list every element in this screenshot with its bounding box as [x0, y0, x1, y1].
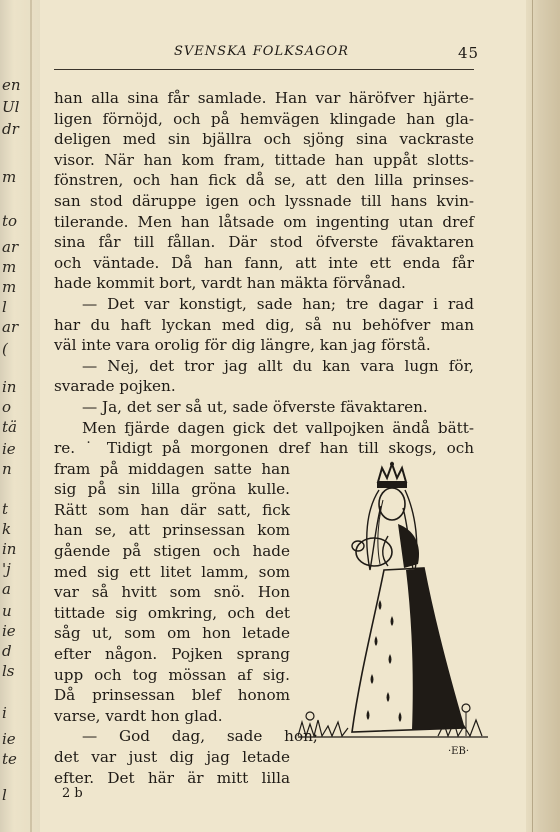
artist-monogram: ·EB·	[448, 746, 470, 757]
text-line: väl inte vara orolig för dig längre, kan jag förstå.	[54, 336, 431, 355]
text-line: sig på sin lilla gröna kulle.	[54, 480, 290, 499]
bleed-fragment: m	[2, 168, 17, 186]
bleed-fragment: ie	[2, 730, 16, 748]
bleed-fragment: Ul	[2, 98, 20, 116]
text-line: re. ˙ Tidigt på morgonen dref han till skogs, och	[54, 439, 474, 458]
text-line: tittade sig omkring, och det	[54, 603, 290, 622]
book-gutter	[30, 0, 32, 832]
text-line: med sig ett litet lamm, som	[54, 562, 290, 581]
running-title: SVENSKA FOLKSAGOR	[174, 44, 349, 59]
text-line: san stod däruppe igen och lyssnade till hans kvin-	[54, 191, 474, 210]
text-line: tilerande. Men han låtsade om ingenting utan dref	[54, 212, 474, 231]
bleed-fragment: d	[2, 642, 12, 660]
text-line: — Nej, det tror jag allt du kan vara lugn för,	[82, 356, 474, 375]
text-line: har du haft lyckan med dig, så nu behöfver man	[54, 315, 474, 334]
bleed-fragment: tä	[2, 418, 17, 436]
text-line: visor. När han kom fram, tittade han uppåt slotts-	[54, 150, 474, 169]
bleed-fragment: dr	[2, 120, 19, 138]
text-line: — Ja, det ser så ut, sade öfverste fävaktaren.	[82, 397, 428, 416]
header-rule	[54, 69, 474, 70]
bleed-fragment: t	[2, 500, 9, 518]
bleed-fragment: ie	[2, 622, 16, 640]
text-line: svarade pojken.	[54, 377, 176, 396]
bleed-fragment: te	[2, 750, 17, 768]
text-line: sina får till fållan. Där stod öfverste fävaktaren	[54, 233, 474, 252]
text-line: var så hvitt som snö. Hon	[54, 583, 290, 602]
text-line: Men fjärde dagen gick det vallpojken ändå bätt-	[82, 418, 474, 437]
text-line: efter någon. Pojken sprang	[54, 645, 290, 664]
page-number: 45	[458, 44, 480, 62]
bleed-fragment: m	[2, 278, 17, 296]
text-line: upp och tog mössan af sig.	[54, 665, 290, 684]
bleed-fragment: in	[2, 378, 17, 396]
text-line: hade kommit bort, vardt han mäkta förvånad.	[54, 274, 406, 293]
text-line: Då prinsessan blef honom	[54, 686, 290, 705]
bleed-fragment: a	[2, 580, 11, 598]
bleed-fragment: (	[2, 340, 8, 358]
text-line: — God dag, sade hon;	[82, 727, 318, 746]
bleed-fragment: i	[2, 704, 7, 722]
bleed-fragment: l	[2, 786, 7, 804]
bleed-fragment: k	[2, 520, 12, 538]
bleed-fragment: ie	[2, 440, 16, 458]
text-line: fönstren, och han fick då se, att den lilla prinses-	[54, 171, 474, 190]
bleed-fragment: ar	[2, 238, 19, 256]
text-line: Rätt som han där satt, fick	[54, 500, 290, 519]
bleed-fragment: ar	[2, 318, 19, 336]
princess-with-lamb-illustration	[288, 460, 498, 760]
bleed-fragment: n	[2, 460, 12, 478]
text-line: varse, vardt hon glad.	[54, 706, 223, 725]
printer-signature: 2 b	[62, 786, 83, 801]
bleed-fragment: to	[2, 212, 18, 230]
text-line: gående på stigen och hade	[54, 542, 290, 561]
bleed-fragment: in	[2, 540, 17, 558]
text-line: såg ut, som om hon letade	[54, 624, 290, 643]
text-line: fram på middagen satte han	[54, 459, 290, 478]
bleed-fragment: o	[2, 398, 12, 416]
bleed-fragment: ls	[2, 662, 15, 680]
text-line: ligen förnöjd, och på hemvägen klingade han gla-	[54, 109, 474, 128]
bleed-fragment: m	[2, 258, 17, 276]
text-line: han alla sina får samlade. Han var häröfver hjärte-	[54, 89, 474, 107]
text-line: — Det var konstigt, sade han; tre dagar i rad	[82, 294, 474, 313]
text-line: det var just dig jag letade	[54, 748, 290, 766]
text-line: och väntade. Då han fann, att inte ett endа får	[54, 253, 474, 272]
page-stack-edge	[526, 0, 560, 832]
bleed-fragment: u	[2, 602, 12, 620]
text-line: efter. Det här är mitt lilla	[54, 768, 290, 787]
bleed-fragment: l	[2, 298, 7, 316]
text-line: han se, att prinsessan kom	[54, 521, 290, 540]
bleed-fragment: en	[2, 76, 21, 94]
bleed-fragment: 'j	[2, 560, 11, 578]
text-line: deligen med sin bjällra och sjöng sina vackraste	[54, 130, 474, 149]
book-page	[40, 0, 526, 832]
